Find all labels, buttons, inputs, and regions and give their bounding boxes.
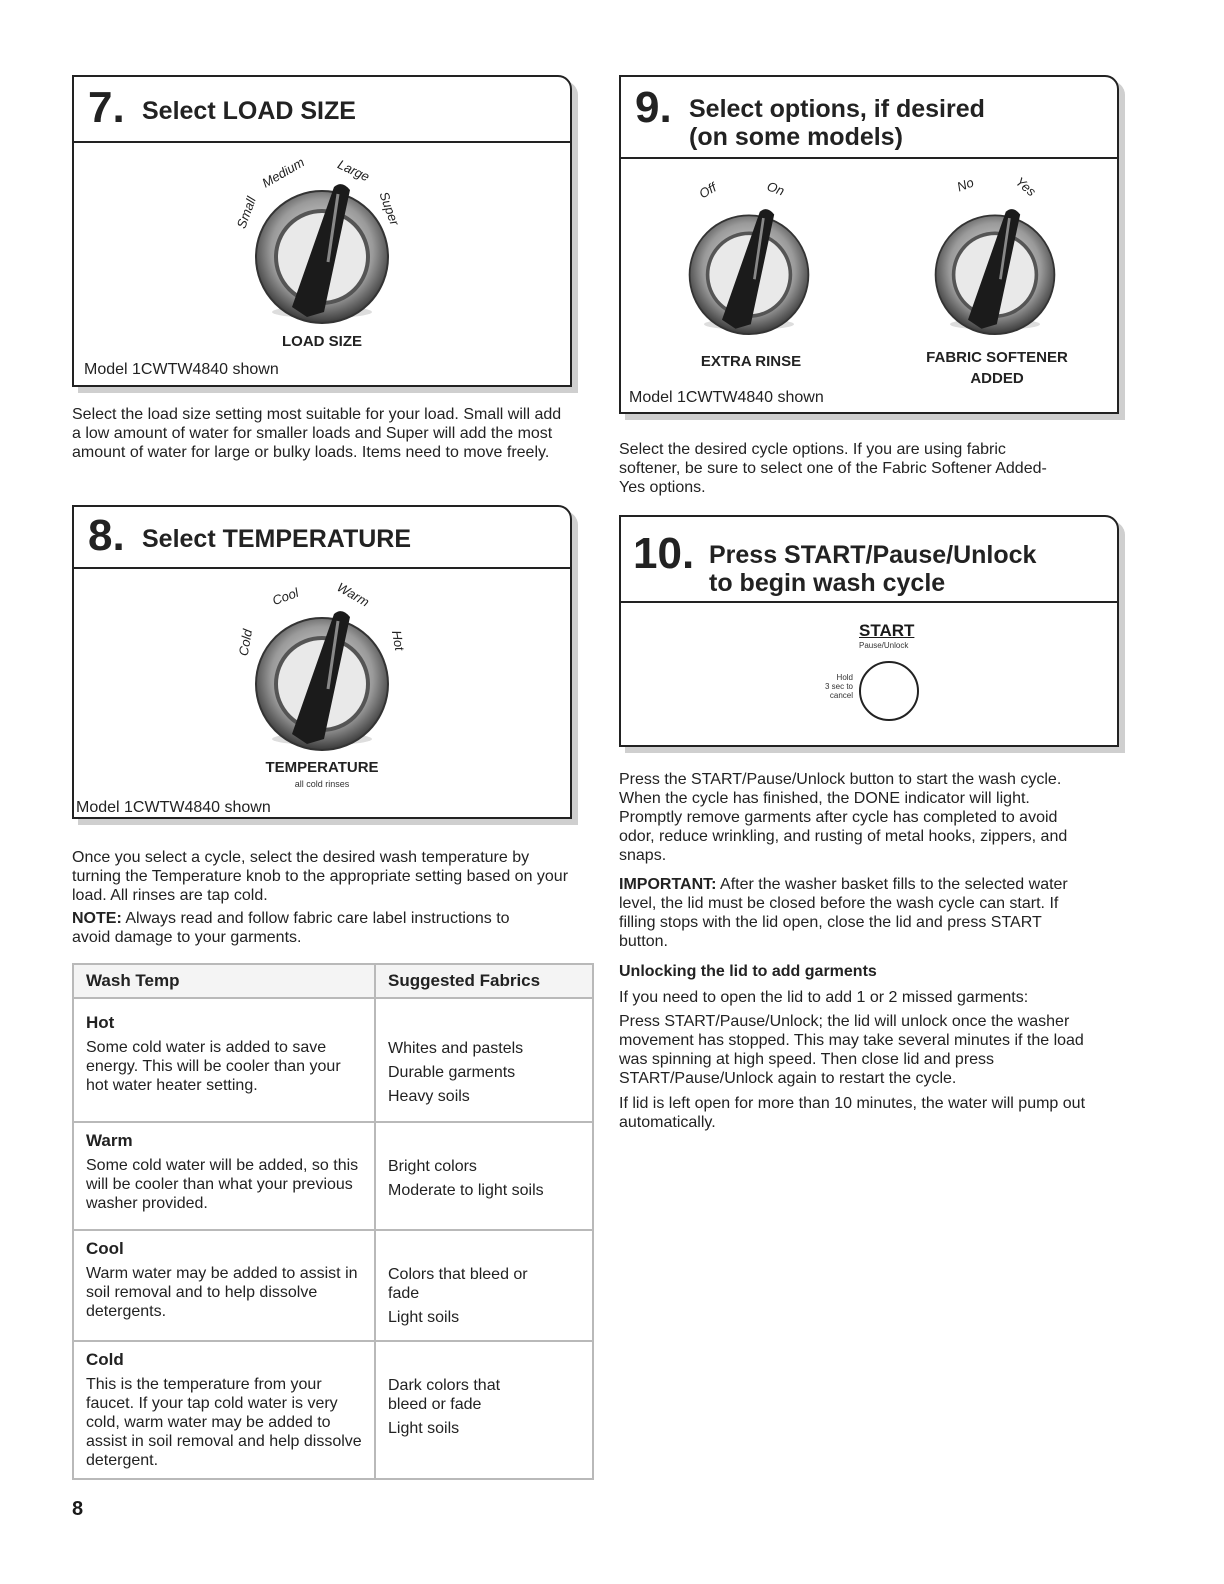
temperature-dial-icon [222, 579, 422, 754]
step8-model-note: Model 1CWTW4840 shown [76, 799, 271, 816]
temp-desc: Warm water may be added to assist in soil removal and to help dissolve detergents. [86, 1265, 358, 1320]
start-button[interactable] [859, 661, 919, 721]
dial-label-small: Small [233, 194, 259, 231]
step8-number: 8. [88, 511, 125, 560]
temp-desc: Some cold water will be added, so this will be cooler than what your previous washer provided. [86, 1157, 359, 1212]
fabric-item: Durable garments [388, 1064, 516, 1081]
step9-title-line2: (on some models) [689, 123, 903, 151]
temp-name: Cold [86, 1350, 124, 1369]
temp-name: Warm [86, 1131, 133, 1150]
step10-panel [619, 515, 1119, 747]
step7-number: 7. [88, 83, 125, 132]
step7-model-note: Model 1CWTW4840 shown [84, 361, 279, 378]
dial-label-large: Large [335, 156, 372, 185]
step10-title-line2: to begin wash cycle [709, 569, 946, 597]
important-label: IMPORTANT: [619, 876, 717, 893]
step9-caption-fabric-softener: FABRIC SOFTENER [926, 349, 1068, 366]
step7-body: Select the load size setting most suitable for your load. Small will add a low amount of water for smaller loads and Super will add the most amount of water for large or bulky loads. Items need to move freely. [72, 406, 562, 461]
dial-label-warm: Warm [334, 579, 372, 610]
step10-title-line1: Press START/Pause/Unlock [709, 541, 1037, 569]
fabric-item: Light soils [388, 1309, 460, 1326]
unlock-heading: Unlocking the lid to add garments [619, 963, 877, 980]
step9-model-note: Model 1CWTW4840 shown [629, 389, 824, 406]
dial-label-yes: Yes [1012, 173, 1039, 200]
step7-caption: LOAD SIZE [281, 333, 362, 350]
dial-label-on: On [764, 178, 787, 199]
step9-number: 9. [635, 83, 672, 132]
unlock-p1: If you need to open the lid to add 1 or 2 missed garments: [619, 989, 1029, 1006]
table-header-row [73, 964, 593, 998]
dial-label-off: Off [696, 179, 719, 202]
hold-text-1: Hold [836, 673, 853, 682]
table-row [73, 1341, 593, 1479]
fabric-softener-dial-icon [905, 179, 1085, 339]
step10-number: 10. [633, 529, 695, 578]
dial-label-cold: Cold [235, 628, 256, 657]
fabric-item: Colors that bleed or fade [388, 1266, 528, 1302]
dial-label-super: Super [376, 189, 403, 228]
start-sub-label: Pause/Unlock [859, 641, 909, 650]
fabric-item: Dark colors that bleed or fade [388, 1377, 501, 1413]
step9-panel [619, 75, 1119, 414]
temp-name: Hot [86, 1013, 115, 1032]
hold-text-3: cancel [829, 691, 853, 700]
fabric-item: Bright colors [388, 1158, 477, 1175]
step7-title: Select LOAD SIZE [142, 97, 356, 125]
step8-caption: TEMPERATURE [265, 759, 379, 776]
dial-label-no: No [954, 174, 976, 195]
fabric-item: Whites and pastels [388, 1040, 524, 1057]
temp-desc: This is the temperature from your faucet. If your tap cold water is very cold, warm water may be added to assist in soil removal and help dissolve detergent. [86, 1376, 362, 1469]
col-header-wash-temp: Wash Temp [73, 964, 375, 998]
step8-body: Once you select a cycle, select the desired wash temperature by turning the Temperature knob to the appropriate setting based on your load. All rinses are tap cold. [72, 849, 569, 904]
unlock-p3: If lid is left open for more than 10 minutes, the water will pump out automatically. [619, 1095, 1086, 1131]
page-number: 8 [72, 1498, 84, 1520]
step9-body: Select the desired cycle options. If you are using fabric softener, be sure to select one of the Fabric Softener Added-Yes options. [619, 441, 1047, 496]
unlock-p2: Press START/Pause/Unlock; the lid will unlock once the washer movement has stopped. This may take several minutes if the load was spinning at high speed. Then close lid and press START/Pause/Unlock again to restart the cycle. [619, 1013, 1084, 1087]
dial-label-cool: Cool [270, 584, 301, 609]
table-row [73, 1122, 593, 1230]
extra-rinse-dial-icon [659, 179, 839, 339]
fabric-item: Light soils [388, 1420, 460, 1437]
table-row [73, 998, 593, 1122]
col-header-fabrics: Suggested Fabrics [375, 964, 593, 998]
table-row [73, 1230, 593, 1341]
step9-caption-added: ADDED [970, 370, 1024, 387]
note-text: Always read and follow fabric care label instructions to avoid damage to your garments. [72, 910, 510, 946]
dial-label-hot: Hot [388, 629, 408, 652]
step8-title: Select TEMPERATURE [142, 525, 412, 553]
fabric-item: Heavy soils [388, 1088, 470, 1105]
step10-body: Press the START/Pause/Unlock button to start the wash cycle. When the cycle has finished, the DONE indicator will light. Promptly remove garments after cycle has completed to avoid odor, reduce wrinkling, and rusting of metal hooks, zippers, and snaps. [619, 771, 1068, 864]
hold-text-2: 3 sec to [824, 682, 853, 691]
important-text: After the washer basket fills to the selected water level, the lid must be closed before the wash cycle can start. If filling stops with the lid open, close the lid and press START button. [619, 876, 1068, 950]
step7-panel [72, 75, 572, 387]
step9-caption-extra-rinse: EXTRA RINSE [700, 353, 802, 370]
step9-title-line1: Select options, if desired [689, 95, 985, 123]
load-size-dial-icon [222, 152, 422, 327]
step8-note [72, 909, 542, 947]
step10-important [619, 875, 1094, 951]
dial-label-medium: Medium [259, 154, 307, 191]
temp-desc: Some cold water is added to save energy. This will be cooler than your hot water heater setting. [86, 1039, 341, 1094]
note-label: NOTE: [72, 910, 122, 927]
temp-name: Cool [86, 1239, 124, 1258]
step8-caption-sub: all cold rinses [294, 779, 350, 789]
fabric-item: Moderate to light soils [388, 1182, 544, 1199]
wash-temp-table [72, 963, 594, 1480]
step8-panel [72, 505, 572, 819]
start-label: START [859, 621, 915, 640]
